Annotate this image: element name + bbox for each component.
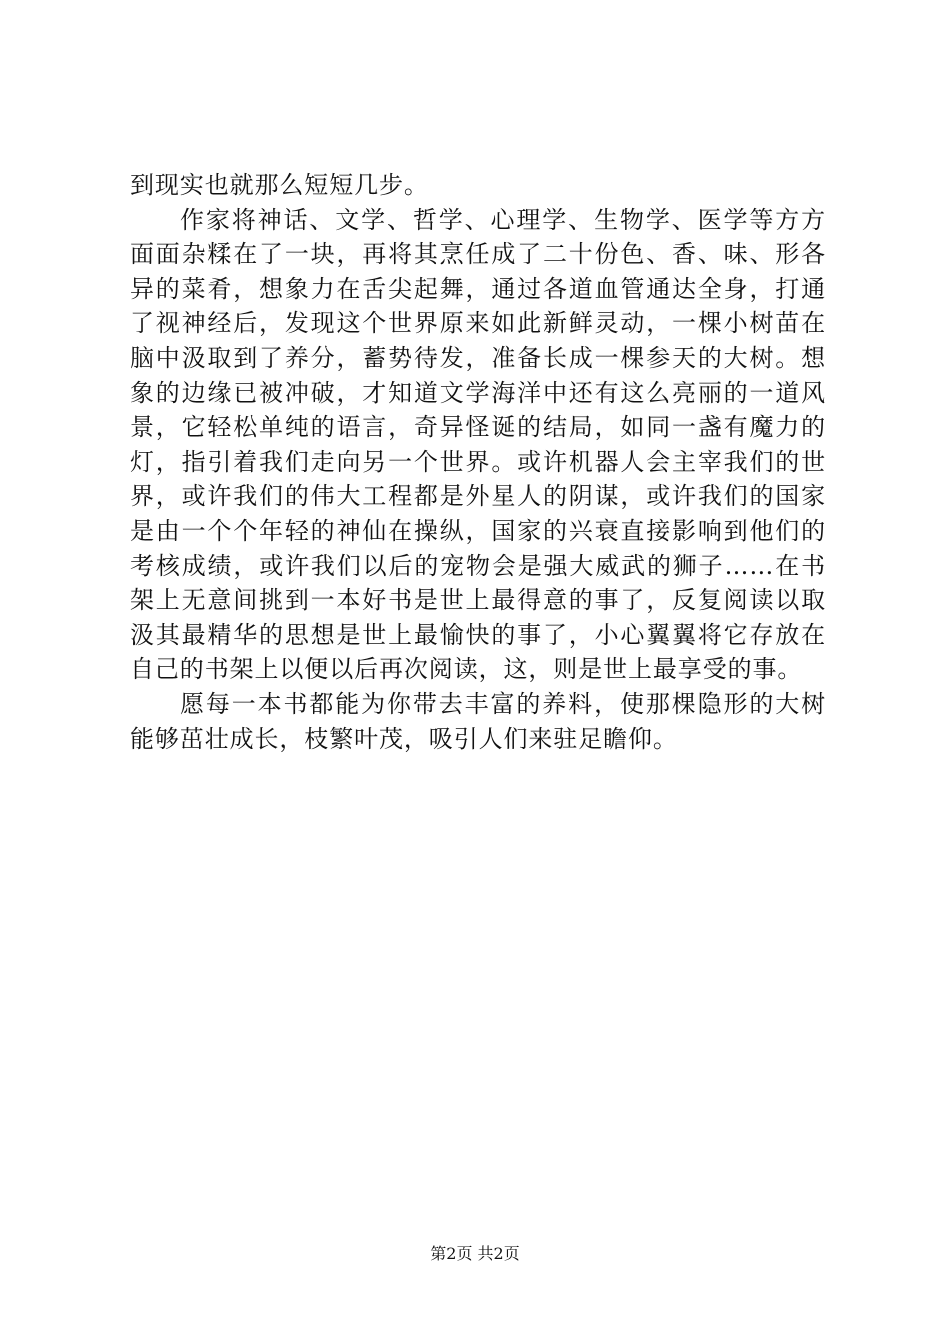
paragraph-closing: 愿每一本书都能为你带去丰富的养料，使那棵隐形的大树能够茁壮成长，枝繁叶茂，吸引人们来驻足瞻仰。	[130, 689, 826, 753]
paragraph-main: 作家将神话、文学、哲学、心理学、生物学、医学等方方面面杂糅在了一块，再将其烹任成了二十份色、香、味、形各异的菜肴，想象力在舌尖起舞，通过各道血管通达全身，打通了视神经后，发现这个世界原来如此新鲜灵动，一棵小树苗在脑中汲取到了养分，蓄势待发，准备长成一棵参天的大树。想象的边缘已被冲破，才知道文学海洋中还有这么亮丽的一道风景，它轻松单纯的语言，奇异怪诞的结局，如同一盏有魔力的灯，指引着我们走向另一个世界。或许机器人会主宰我们的世界，或许我们的伟大工程都是外星人的阴谋，或许我们的国家是由一个个年轻的神仙在操纵，国家的兴衰直接影响到他们的考核成绩，或许我们以后的宠物会是强大威武的狮子……在书架上无意间挑到一本好书是世上最得意的事了，反复阅读以取汲其最精华的思想是世上最愉快的事了，小心翼翼将它存放在自己的书架上以便以后再次阅读，这，则是世上最享受的事。	[130, 205, 826, 684]
paragraph-continuation: 到现实也就那么短短几步。	[130, 171, 429, 199]
page-footer: 第2页 共2页	[430, 1244, 520, 1263]
body-text	[130, 168, 826, 756]
